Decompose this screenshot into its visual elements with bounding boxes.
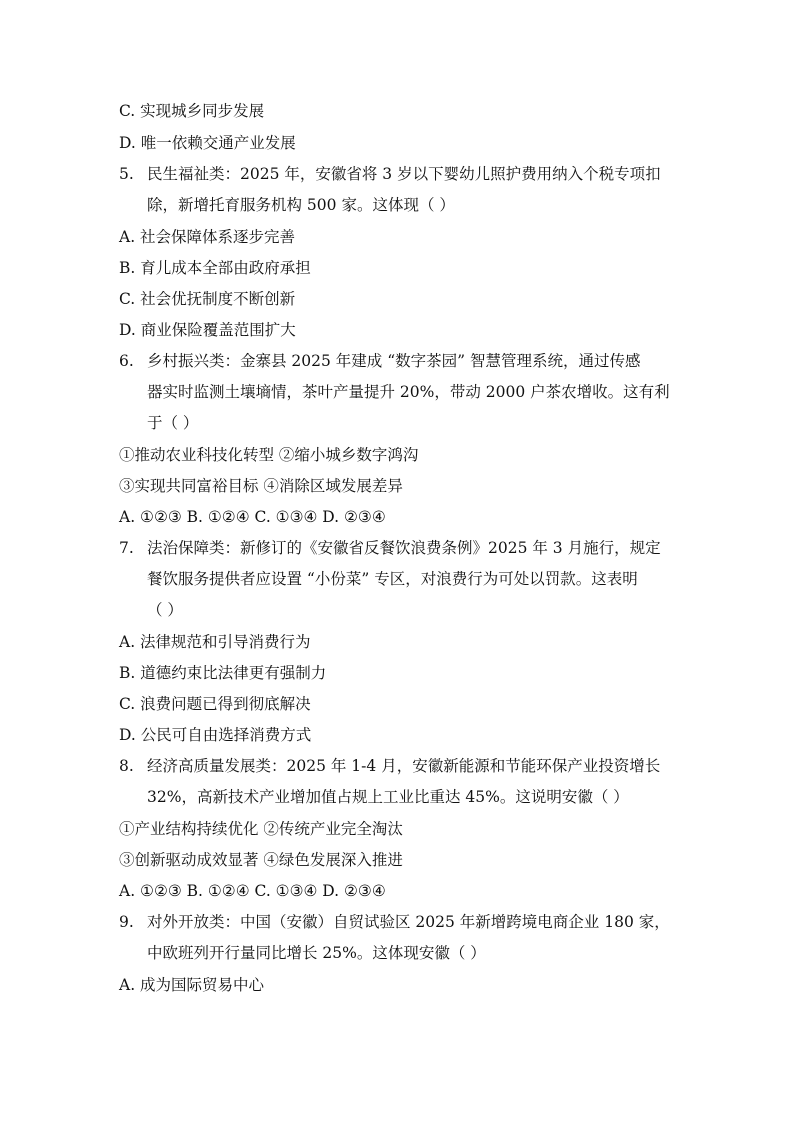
question-9 xyxy=(119,912,670,932)
question-stem: 法治保障类：新修订的《安徽省反餐饮浪费条例》2025 年 3 月施行，规定 xyxy=(147,539,661,557)
q8-statements-3-4: ③创新驱动成效显著 ④绿色发展深入推进 xyxy=(119,851,403,869)
q6-statements-3-4: ③实现共同富裕目标 ④消除区域发展差异 xyxy=(119,477,403,495)
question-stem-continued: （ ） xyxy=(147,601,183,619)
q8-statements-1-2: ①产业结构持续优化 ②传统产业完全淘汰 xyxy=(119,820,403,838)
question-stem: 经济高质量发展类：2025 年 1-4 月，安徽新能源和节能环保产业投资增长 xyxy=(147,757,661,775)
q9-option-a: A. 成为国际贸易中心 xyxy=(119,976,265,994)
question-stem: 民生福祉类：2025 年，安徽省将 3 岁以下婴幼儿照护费用纳入个税专项扣 xyxy=(147,165,661,183)
question-stem: 对外开放类：中国（安徽）自贸试验区 2025 年新增跨境电商企业 180 家， xyxy=(147,913,670,931)
question-stem-continued: 中欧班列开行量同比增长 25%。这体现安徽（ ） xyxy=(147,944,486,962)
q5-option-b: B. 育儿成本全部由政府承担 xyxy=(119,259,311,277)
question-number: 8. xyxy=(119,757,134,775)
q5-option-c: C. 社会优抚制度不断创新 xyxy=(119,290,296,308)
q7-option-a: A. 法律规范和引导消费行为 xyxy=(119,633,311,651)
question-number: 9. xyxy=(119,913,134,931)
question-number: 6. xyxy=(119,352,134,370)
q6-options: A. ①②③ B. ①②④ C. ①③④ D. ②③④ xyxy=(119,508,386,526)
question-stem-continued: 于（ ） xyxy=(147,414,199,432)
q6-statements-1-2: ①推动农业科技化转型 ②缩小城乡数字鸿沟 xyxy=(119,446,419,464)
q4-option-d: D. 唯一依赖交通产业发展 xyxy=(119,134,296,152)
question-number: 7. xyxy=(119,539,134,557)
question-8 xyxy=(119,756,660,776)
question-stem-continued: 32%，高新技术产业增加值占规上工业比重达 45%。这说明安徽（ ） xyxy=(147,788,629,806)
question-stem-continued: 除，新增托育服务机构 500 家。这体现（ ） xyxy=(147,196,455,214)
q5-option-d: D. 商业保险覆盖范围扩大 xyxy=(119,321,296,339)
question-5 xyxy=(119,164,661,184)
question-6 xyxy=(119,351,641,371)
q4-option-c: C. 实现城乡同步发展 xyxy=(119,102,265,120)
q8-options: A. ①②③ B. ①②④ C. ①③④ D. ②③④ xyxy=(119,882,386,900)
question-number: 5. xyxy=(119,165,134,183)
question-7 xyxy=(119,538,661,558)
question-stem-continued: 器实时监测土壤墒情，茶叶产量提升 20%，带动 2000 户茶农增收。这有利 xyxy=(147,383,670,401)
q7-option-b: B. 道德约束比法律更有强制力 xyxy=(119,664,327,682)
question-stem: 乡村振兴类：金寨县 2025 年建成 “数字茶园” 智慧管理系统，通过传感 xyxy=(147,352,641,370)
question-stem-continued: 餐饮服务提供者应设置 “小份菜” 专区，对浪费行为可处以罚款。这表明 xyxy=(147,570,638,588)
q7-option-c: C. 浪费问题已得到彻底解决 xyxy=(119,695,311,713)
q7-option-d: D. 公民可自由选择消费方式 xyxy=(119,726,312,744)
q5-option-a: A. 社会保障体系逐步完善 xyxy=(119,228,296,246)
